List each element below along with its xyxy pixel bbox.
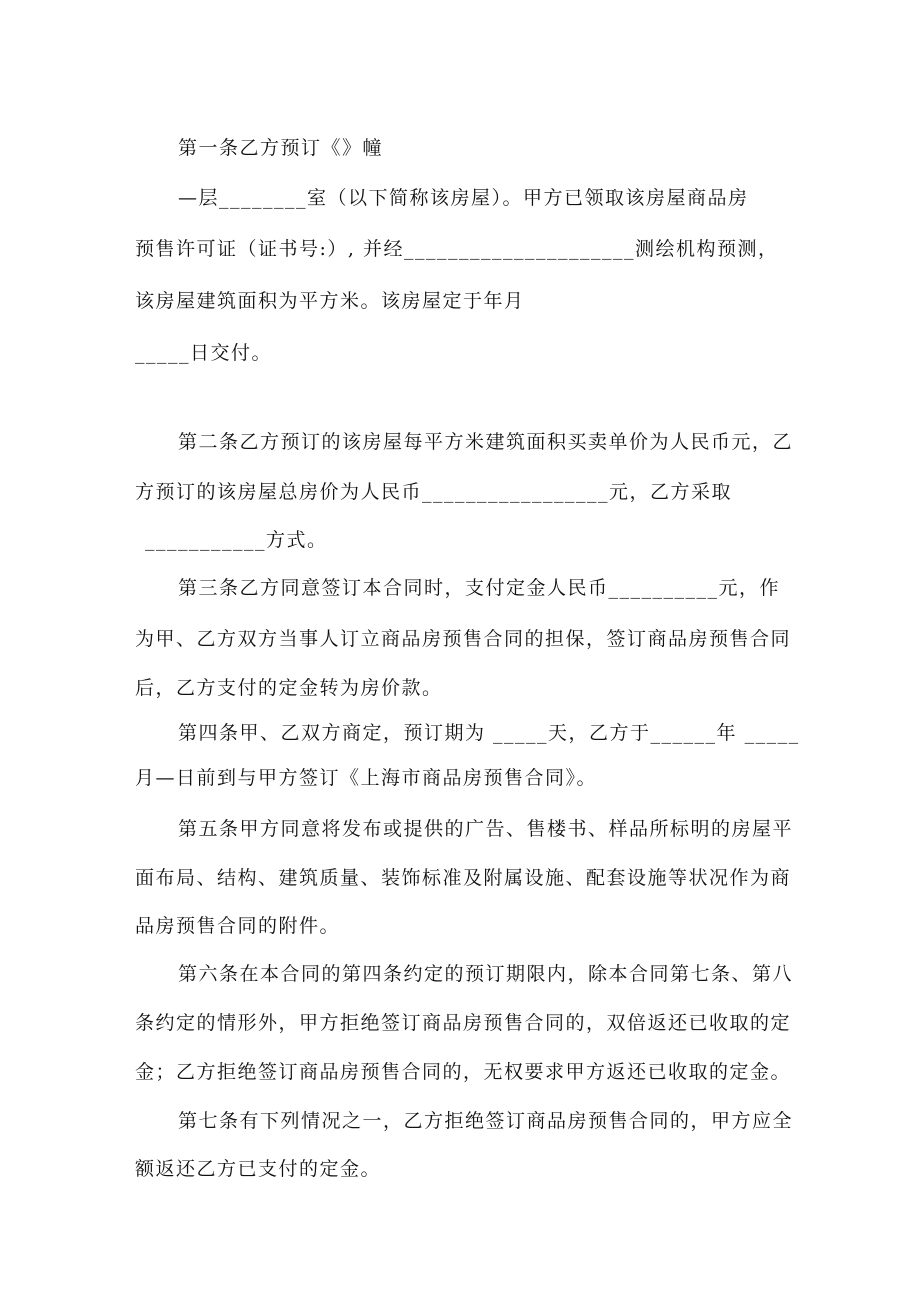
clause-3-line-2: 为甲、乙方双方当事人订立商品房预售合同的担保，签订商品房预售合同 [135, 628, 792, 650]
clause-6-line-1: 第六条在本合同的第四条约定的预订期限内，除本合同第七条、第八 [178, 963, 794, 985]
clause-3-line-3: 后，乙方支付的定金转为房价款。 [135, 677, 443, 699]
clause-1-line-1: 第一条乙方预订《》幢 [178, 137, 384, 159]
clause-2-line-2: 方预订的该房屋总房价为人民币_________________元，乙方采取 [135, 481, 733, 503]
clause-5-line-1: 第五条甲方同意将发布或提供的广告、售楼书、样品所标明的房屋平 [178, 818, 794, 840]
clause-7-line-1: 第七条有下列情况之一，乙方拒绝签订商品房预售合同的，甲方应全 [178, 1110, 794, 1132]
clause-7-line-2: 额返还乙方已支付的定金。 [135, 1158, 382, 1180]
clause-5-line-3: 品房预售合同的附件。 [135, 915, 341, 937]
clause-4-line-1: 第四条甲、乙双方商定，预订期为 _____天，乙方于______年 _____ [178, 722, 800, 744]
clause-2-line-3: ___________方式。 [145, 529, 328, 551]
clause-5-line-2: 面布局、结构、建筑质量、装饰标准及附属设施、配套设施等状况作为商 [135, 867, 792, 889]
clause-6-line-3: 金；乙方拒绝签订商品房预售合同的，无权要求甲方返还已收取的定金。 [135, 1061, 792, 1083]
clause-1-line-4: 该房屋建筑面积为平方米。该房屋定于年月 [135, 290, 525, 312]
clause-1-line-2: —层________室（以下简称该房屋）。甲方已领取该房屋商品房 [178, 187, 749, 209]
clause-4-line-2: 月—日前到与甲方签订《上海市商品房预售合同》。 [135, 767, 598, 789]
clause-1-line-5: _____日交付。 [135, 342, 273, 364]
clause-2-line-1: 第二条乙方预订的该房屋每平方米建筑面积买卖单价为人民币元，乙 [178, 431, 794, 453]
clause-1-line-3: 预售许可证（证书号:）, 并经_____________________测绘机构预测， [135, 238, 779, 260]
clause-3-line-1: 第三条乙方同意签订本合同时，支付定金人民币__________元，作 [178, 577, 781, 599]
clause-6-line-2: 条约定的情形外，甲方拒绝签订商品房预售合同的，双倍返还已收取的定 [135, 1012, 792, 1034]
